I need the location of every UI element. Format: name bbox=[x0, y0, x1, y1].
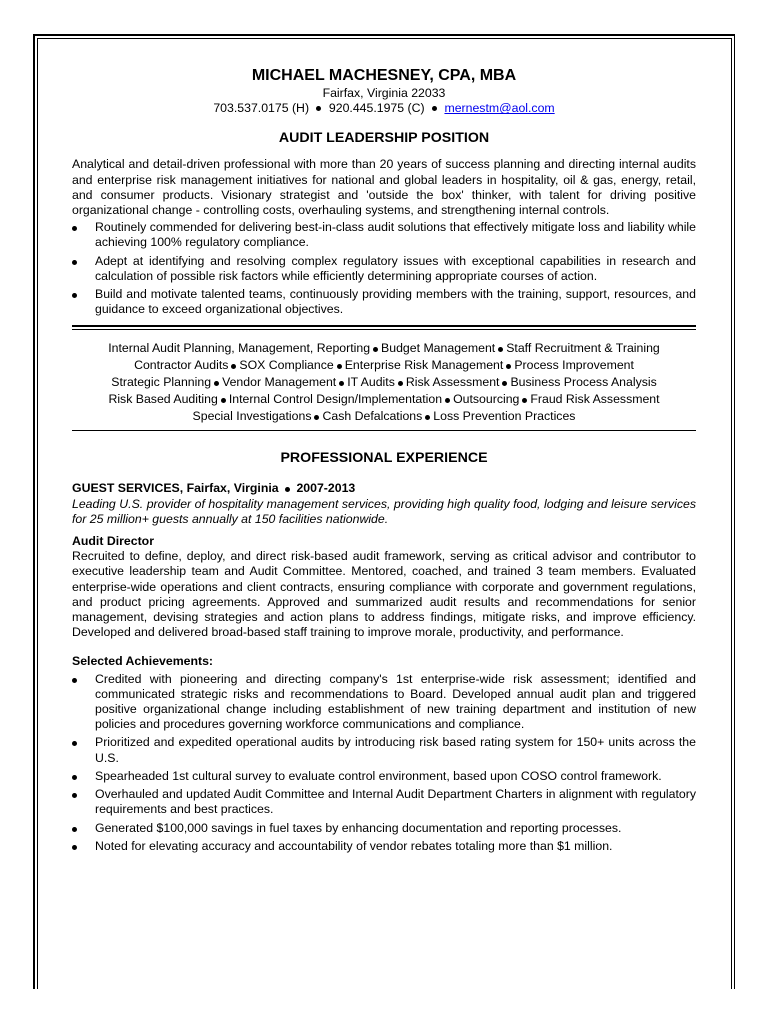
company-dates: 2007-2013 bbox=[296, 481, 356, 496]
skills-list bbox=[72, 330, 696, 430]
skills-line-1: Internal Audit Planning, Management, Reporting Budget Management Staff Recruitment & Training bbox=[108, 341, 660, 356]
experience-title: PROFESSIONAL EXPERIENCE bbox=[280, 450, 488, 467]
list-item: Generated $100,000 savings in fuel taxes by enhancing documentation and reporting processes. bbox=[72, 821, 696, 836]
phone-cell: 920.445.1975 (C) bbox=[328, 101, 425, 116]
company-line bbox=[72, 481, 696, 496]
contact-line bbox=[72, 101, 696, 116]
bullet-icon bbox=[72, 845, 77, 850]
skills-line-3: Strategic Planning Vendor Management IT Audits Risk Assessment Business Process Analysis bbox=[111, 375, 657, 390]
objective-bullets bbox=[72, 220, 696, 317]
email-link[interactable]: mernestm@aol.com bbox=[444, 101, 555, 116]
skills-line-4: Risk Based Auditing Internal Control Design/Implementation Outsourcing Fraud Risk Assessment bbox=[108, 392, 660, 407]
summary-paragraph: Analytical and detail-driven professional with more than 20 years of success planning and directing internal audits and enterprise risk management initiatives for national and global leaders in hospitality, oil & gas, energy, retail, and consumer products. Visionary strategist and 'outside the box' thinker, with talent for driving positive organizational change - controlling costs, overhauling systems, and strengthening internal controls. bbox=[72, 157, 696, 218]
list-item: Credited with pioneering and directing company's 1st enterprise-wide risk assessment; identified and communicated strategic risks and recommendations to Board. Developed annual audit plan and triggered positive organizational change including establishment of new training department and institution of new policies and procedures governing workforce communications and compliance. bbox=[72, 672, 696, 733]
skills-line-2: Contractor Audits SOX Compliance Enterprise Risk Management Process Improvement bbox=[134, 358, 634, 373]
objective-title: AUDIT LEADERSHIP POSITION bbox=[278, 130, 490, 147]
list-item: Overhauled and updated Audit Committee and Internal Audit Department Charters in alignment with regulatory requirements and best practices. bbox=[72, 787, 696, 817]
skills-section bbox=[72, 325, 696, 431]
bullet-separator bbox=[316, 106, 321, 111]
resume-content bbox=[72, 64, 696, 857]
bullet-icon bbox=[72, 226, 77, 231]
company-description: Leading U.S. provider of hospitality management services, providing high quality food, lodging and leisure services for 25 million+ guests annually at 150 facilities nationwide. bbox=[72, 496, 696, 526]
candidate-name: MICHAEL MACHESNEY, CPA, MBA bbox=[251, 67, 517, 84]
bullet-icon bbox=[72, 793, 77, 798]
bullet-icon bbox=[72, 260, 77, 265]
company-name: GUEST SERVICES, Fairfax, Virginia bbox=[72, 481, 279, 496]
role-title: Audit Director bbox=[72, 534, 154, 549]
bullet-icon bbox=[72, 678, 77, 683]
phone-home: 703.537.0175 (H) bbox=[213, 101, 310, 116]
bullet-icon bbox=[72, 741, 77, 746]
achievements-title: Selected Achievements: bbox=[72, 654, 214, 669]
role-description: Recruited to define, deploy, and direct risk-based audit framework, serving as critical advisor and contributor to executive leadership team and Audit Committee. Mentored, coached, and trained 3 team members. Evaluated enterprise-wide operations and client contracts, ensuring compliance with corporate and government regulations, and product pricing agreements. Approved and summarized audit results and recommendations for senior management, devising strategies and action plans to address findings, mitigate risks, and improve efficiency. Developed and delivered broad-based staff training to improve morale, productivity, and performance. bbox=[72, 549, 696, 640]
list-item: Build and motivate talented teams, continuously providing members with the training, support, resources, and guidance to exceed organizational objectives. bbox=[72, 287, 696, 317]
list-item: Noted for elevating accuracy and accountability of vendor rebates totaling more than $1 million. bbox=[72, 839, 696, 854]
list-item: Prioritized and expedited operational audits by introducing risk based rating system for 150+ units across the U.S. bbox=[72, 735, 696, 765]
bullet-icon bbox=[72, 827, 77, 832]
skills-line-5: Special Investigations Cash Defalcations Loss Prevention Practices bbox=[192, 409, 576, 424]
list-item: Spearheaded 1st cultural survey to evaluate control environment, based upon COSO control framework. bbox=[72, 769, 696, 784]
bullet-icon bbox=[72, 293, 77, 298]
divider-bottom bbox=[72, 430, 696, 431]
list-item: Adept at identifying and resolving complex regulatory issues with exceptional capabilities in research and calculation of possible risk factors while efficiently determining appropriate courses of action. bbox=[72, 254, 696, 284]
bullet-separator bbox=[432, 106, 437, 111]
bullet-separator bbox=[285, 487, 290, 492]
list-item: Routinely commended for delivering best-in-class audit solutions that effectively mitigate loss and liability while achieving 100% regulatory compliance. bbox=[72, 220, 696, 250]
bullet-icon bbox=[72, 775, 77, 780]
location: Fairfax, Virginia 22033 bbox=[322, 86, 446, 100]
achievements-list bbox=[72, 672, 696, 854]
